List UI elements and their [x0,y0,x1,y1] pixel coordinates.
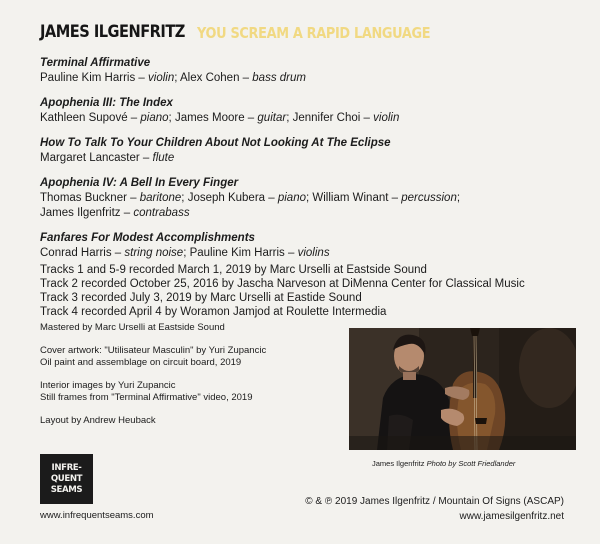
performer-name: Alex Cohen [180,72,240,84]
caption-photo-credit: Photo by Scott Friedlander [426,459,516,468]
performer-line: Conrad Harris – string noise; Pauline Kim Harris – violins [40,247,330,259]
performer-instrument: guitar [257,112,287,124]
credit-line: Cover artwork: "Utilisateur Masculin" by Yuri Zupancic [40,345,267,356]
layout-credit [40,415,330,427]
performer-instrument: string noise [124,247,184,259]
piece-credit [40,231,580,261]
performer-name: Joseph Kubera [187,192,266,204]
credit-line: Oil paint and assemblage on circuit board, 2019 [40,357,242,368]
piece-title: How To Talk To Your Children About Not Looking At The Eclipse [40,137,391,149]
track-credit: Tracks 1 and 5-9 recorded March 1, 2019 by Marc Urselli at Eastside Sound [40,264,427,276]
piece-title: Fanfares For Modest Accomplishments [40,232,255,244]
performer-instrument: piano [140,112,169,124]
performer-name: Margaret Lancaster [40,152,140,164]
performer-name: Conrad Harris [40,247,112,259]
logo-text: INFRE- [51,462,82,473]
credit-line: Layout by Andrew Heuback [40,415,156,426]
performer-instrument: violin [148,72,175,84]
logo-text: SEAMS [50,484,83,495]
credit-line: Interior images by Yuri Zupancic [40,380,176,391]
performer-name: Jennifer Choi [292,112,361,124]
mastering-credit [40,322,330,334]
performer-name: Pauline Kim Harris [40,72,136,84]
track-credit: Track 4 recorded April 4 by Woramon Jamjod at Roulette Intermedia [40,306,387,318]
performer-name: James Moore [174,112,245,124]
album-title: YOU SCREAM A RAPID LANGUAGE [197,24,431,42]
photo-caption [372,459,515,468]
musician-photo [349,328,576,450]
piece-title: Terminal Affirmative [40,57,151,69]
track-credit: Track 2 recorded October 25, 2016 by Jascha Narveson at DiMenna Center for Classical Music [40,278,525,290]
track-credit: Track 3 recorded July 3, 2019 by Marc Urselli at Eastide Sound [40,292,362,304]
artist-url: www.jamesilgenfritz.net [459,511,564,522]
performer-name: Kathleen Supové [40,112,128,124]
interior-images-credit [40,380,330,404]
copyright-notice: © & ℗ 2019 James Ilgenfritz / Mountain Of Signs (ASCAP) [305,496,564,507]
caption-name: James Ilgenfritz [372,459,425,468]
recording-credits [40,263,525,319]
cover-artwork-credit [40,345,330,369]
performer-instrument: contrabass [133,207,190,219]
artist-name: JAMES ILGENFRITZ [40,22,185,42]
performer-instrument: baritone [139,192,182,204]
logo-text: QUENT [50,473,83,484]
piece-title: Apophenia III: The Index [40,97,173,109]
performer-line: James Ilgenfritz – contrabass [40,207,190,219]
piece-credit [40,136,580,166]
performer-name: Thomas Buckner [40,192,127,204]
credit-line: Still frames from "Terminal Affirmative" video, 2019 [40,392,253,403]
performer-name: Pauline Kim Harris [189,247,285,259]
piece-list [40,56,580,271]
credit-line: Mastered by Marc Urselli at Eastside Sound [40,322,225,333]
performer-instrument: bass drum [252,72,306,84]
performer-instrument: piano [277,192,306,204]
label-url: www.infrequentseams.com [40,510,154,521]
performer-instrument: flute [152,152,175,164]
piece-credit [40,176,580,221]
performer-instrument: percussion [401,192,457,204]
piece-credit [40,96,580,126]
performer-line: Margaret Lancaster – flute [40,152,175,164]
performer-line: Thomas Buckner – baritone; Joseph Kubera – piano; William Winant – percussion; [40,192,461,204]
performer-line: Pauline Kim Harris – violin; Alex Cohen – bass drum [40,72,306,84]
musician-photo-illustration [349,328,576,450]
production-credits [40,322,330,438]
performer-name: William Winant [312,192,389,204]
performer-line: Kathleen Supové – piano; James Moore – guitar; Jennifer Choi – violin [40,112,400,124]
piece-credit [40,56,580,86]
performer-name: James Ilgenfritz [40,207,121,219]
infrequent-seams-logo [40,454,93,504]
piece-title: Apophenia IV: A Bell In Every Finger [40,177,239,189]
performer-instrument: violin [373,112,400,124]
header [40,22,431,42]
performer-instrument: violins [297,247,330,259]
